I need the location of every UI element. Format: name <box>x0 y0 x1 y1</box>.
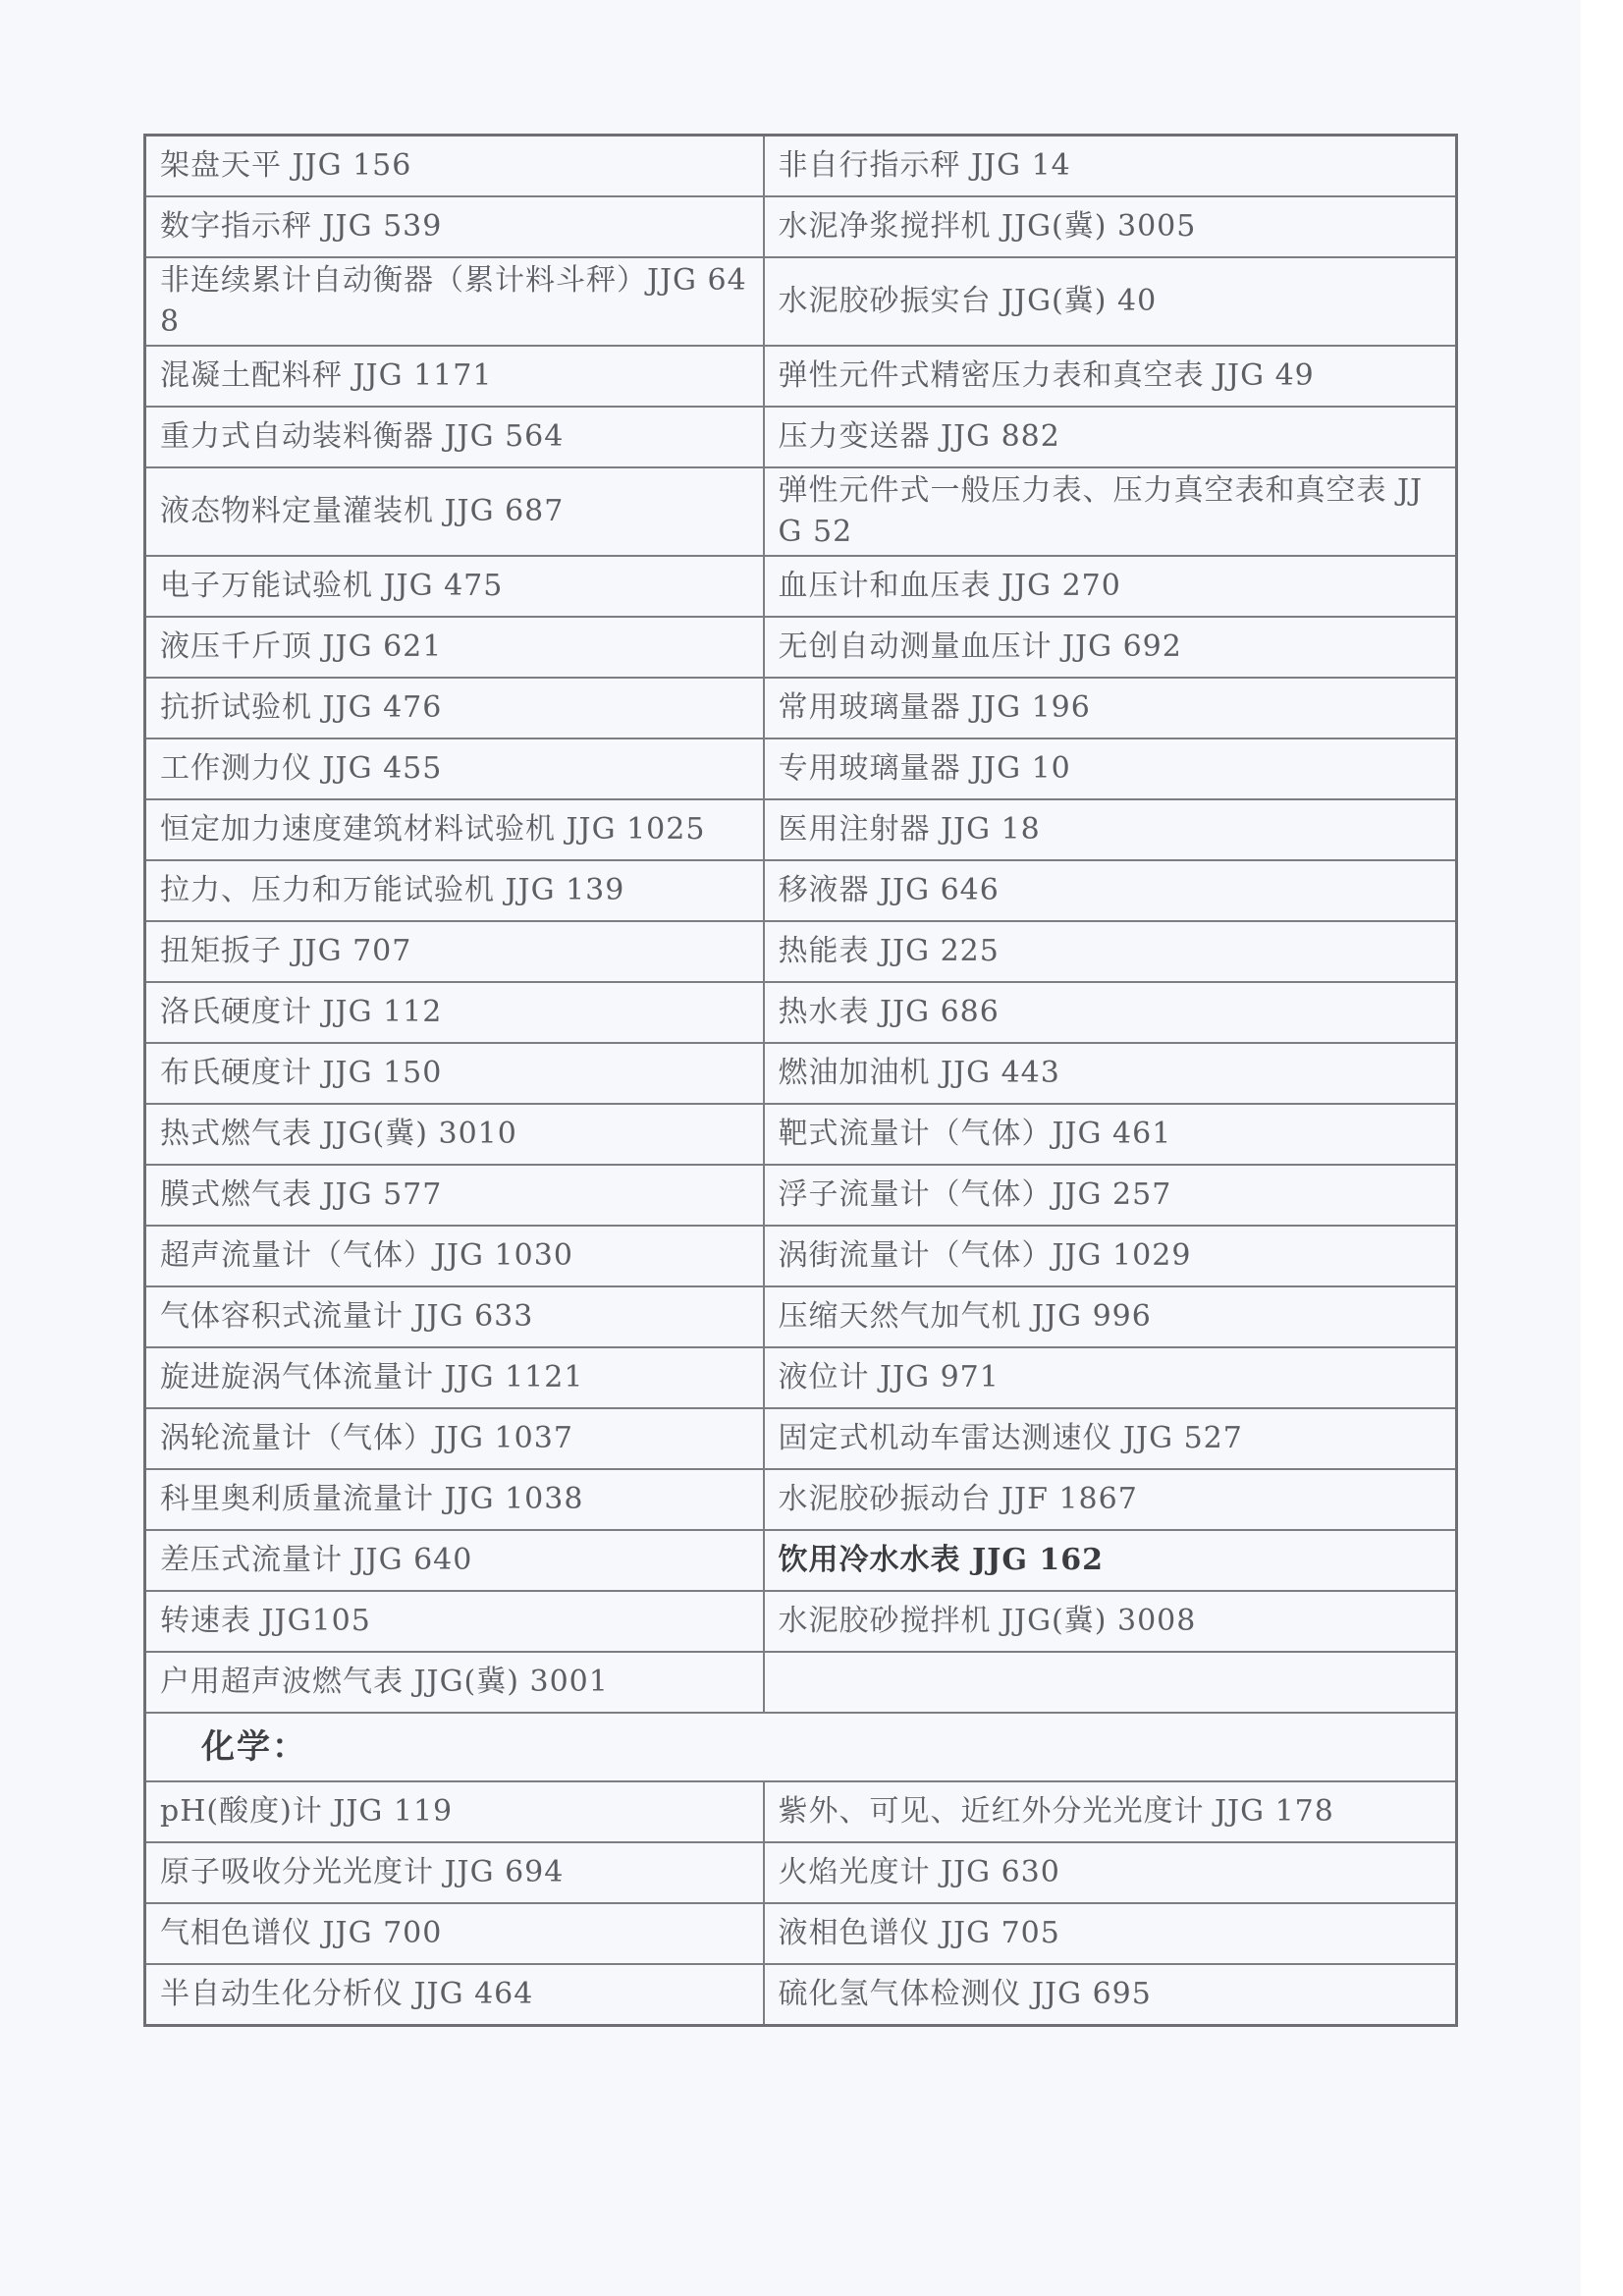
table-cell: 水泥胶砂搅拌机 JJG(冀) 3008 <box>764 1591 1457 1652</box>
table-row <box>145 617 1457 678</box>
table-row <box>145 1903 1457 1964</box>
table-row <box>145 1591 1457 1652</box>
table-row <box>145 1408 1457 1469</box>
table-cell: 扭矩扳子 JJG 707 <box>145 921 764 982</box>
table-cell: 架盘天平 JJG 156 <box>145 136 764 197</box>
table-row <box>145 678 1457 738</box>
table-cell: 移液器 JJG 646 <box>764 860 1457 921</box>
table-row <box>145 346 1457 407</box>
table-cell: 弹性元件式一般压力表、压力真空表和真空表 JJG 52 <box>764 467 1457 556</box>
table-cell: 半自动生化分析仪 JJG 464 <box>145 1964 764 2026</box>
table-cell: 弹性元件式精密压力表和真空表 JJG 49 <box>764 346 1457 407</box>
table-cell: 压缩天然气加气机 JJG 996 <box>764 1286 1457 1347</box>
table-row <box>145 860 1457 921</box>
table-cell: 液压千斤顶 JJG 621 <box>145 617 764 678</box>
table-cell: 混凝土配料秤 JJG 1171 <box>145 346 764 407</box>
table-row <box>145 257 1457 346</box>
table-cell: 热能表 JJG 225 <box>764 921 1457 982</box>
table-row <box>145 1842 1457 1903</box>
table-row <box>145 136 1457 197</box>
table-cell: 非自行指示秤 JJG 14 <box>764 136 1457 197</box>
table-cell: 火焰光度计 JJG 630 <box>764 1842 1457 1903</box>
table-row <box>145 196 1457 257</box>
table-row <box>145 1226 1457 1286</box>
table-cell: 科里奥利质量流量计 JJG 1038 <box>145 1469 764 1530</box>
table-cell: 热式燃气表 JJG(冀) 3010 <box>145 1104 764 1165</box>
table-cell: 重力式自动装料衡器 JJG 564 <box>145 407 764 467</box>
table-row <box>145 1043 1457 1104</box>
table-cell: 电子万能试验机 JJG 475 <box>145 556 764 617</box>
table-row <box>145 1165 1457 1226</box>
table-row <box>145 556 1457 617</box>
table-row <box>145 1286 1457 1347</box>
table-cell: 饮用冷水水表 JJG 162 <box>764 1530 1457 1591</box>
table-cell: 压力变送器 JJG 882 <box>764 407 1457 467</box>
table-cell: 恒定加力速度建筑材料试验机 JJG 1025 <box>145 799 764 860</box>
table-row <box>145 467 1457 556</box>
table-row <box>145 1469 1457 1530</box>
table-cell: 气体容积式流量计 JJG 633 <box>145 1286 764 1347</box>
table-cell: 专用玻璃量器 JJG 10 <box>764 738 1457 799</box>
table-cell: 拉力、压力和万能试验机 JJG 139 <box>145 860 764 921</box>
table-row <box>145 921 1457 982</box>
table-row <box>145 1652 1457 1713</box>
table-cell: 原子吸收分光光度计 JJG 694 <box>145 1842 764 1903</box>
table-cell: 水泥净浆搅拌机 JJG(冀) 3005 <box>764 196 1457 257</box>
table-cell: 血压计和血压表 JJG 270 <box>764 556 1457 617</box>
table-cell: 旋进旋涡气体流量计 JJG 1121 <box>145 1347 764 1408</box>
section-header-row <box>145 1713 1457 1781</box>
table-cell: 抗折试验机 JJG 476 <box>145 678 764 738</box>
table-cell: 靶式流量计（气体）JJG 461 <box>764 1104 1457 1165</box>
table-cell: 液态物料定量灌装机 JJG 687 <box>145 467 764 556</box>
table-row <box>145 799 1457 860</box>
table-cell: 常用玻璃量器 JJG 196 <box>764 678 1457 738</box>
table-cell: 液位计 JJG 971 <box>764 1347 1457 1408</box>
table-cell: 超声流量计（气体）JJG 1030 <box>145 1226 764 1286</box>
table-cell: 涡轮流量计（气体）JJG 1037 <box>145 1408 764 1469</box>
table-cell: 户用超声波燃气表 JJG(冀) 3001 <box>145 1652 764 1713</box>
table-row <box>145 1347 1457 1408</box>
table-cell: 数字指示秤 JJG 539 <box>145 196 764 257</box>
table-cell: 医用注射器 JJG 18 <box>764 799 1457 860</box>
table-cell: 转速表 JJG105 <box>145 1591 764 1652</box>
table-cell: 硫化氢气体检测仪 JJG 695 <box>764 1964 1457 2026</box>
table-row <box>145 1530 1457 1591</box>
section-title: 化学： <box>145 1713 1457 1781</box>
table-cell: 浮子流量计（气体）JJG 257 <box>764 1165 1457 1226</box>
table-cell: 气相色谱仪 JJG 700 <box>145 1903 764 1964</box>
table-cell: 膜式燃气表 JJG 577 <box>145 1165 764 1226</box>
table-cell: 燃油加油机 JJG 443 <box>764 1043 1457 1104</box>
table-cell <box>764 1652 1457 1713</box>
table-cell: 洛氏硬度计 JJG 112 <box>145 982 764 1043</box>
table-cell: 涡街流量计（气体）JJG 1029 <box>764 1226 1457 1286</box>
table-cell: 水泥胶砂振动台 JJF 1867 <box>764 1469 1457 1530</box>
table-row <box>145 738 1457 799</box>
table-cell: 热水表 JJG 686 <box>764 982 1457 1043</box>
scan-margin <box>1581 0 1623 2296</box>
table-row <box>145 1104 1457 1165</box>
table-cell: 布氏硬度计 JJG 150 <box>145 1043 764 1104</box>
table-cell: pH(酸度)计 JJG 119 <box>145 1781 764 1842</box>
table-row <box>145 982 1457 1043</box>
table-cell: 差压式流量计 JJG 640 <box>145 1530 764 1591</box>
table-cell: 工作测力仪 JJG 455 <box>145 738 764 799</box>
table-cell: 紫外、可见、近红外分光光度计 JJG 178 <box>764 1781 1457 1842</box>
table-cell: 非连续累计自动衡器（累计料斗秤）JJG 648 <box>145 257 764 346</box>
table-cell: 液相色谱仪 JJG 705 <box>764 1903 1457 1964</box>
instrument-standards-table <box>143 134 1458 2027</box>
table-cell: 无创自动测量血压计 JJG 692 <box>764 617 1457 678</box>
table-cell: 水泥胶砂振实台 JJG(冀) 40 <box>764 257 1457 346</box>
table-row <box>145 1781 1457 1842</box>
table-row <box>145 407 1457 467</box>
table-row <box>145 1964 1457 2026</box>
table-cell: 固定式机动车雷达测速仪 JJG 527 <box>764 1408 1457 1469</box>
